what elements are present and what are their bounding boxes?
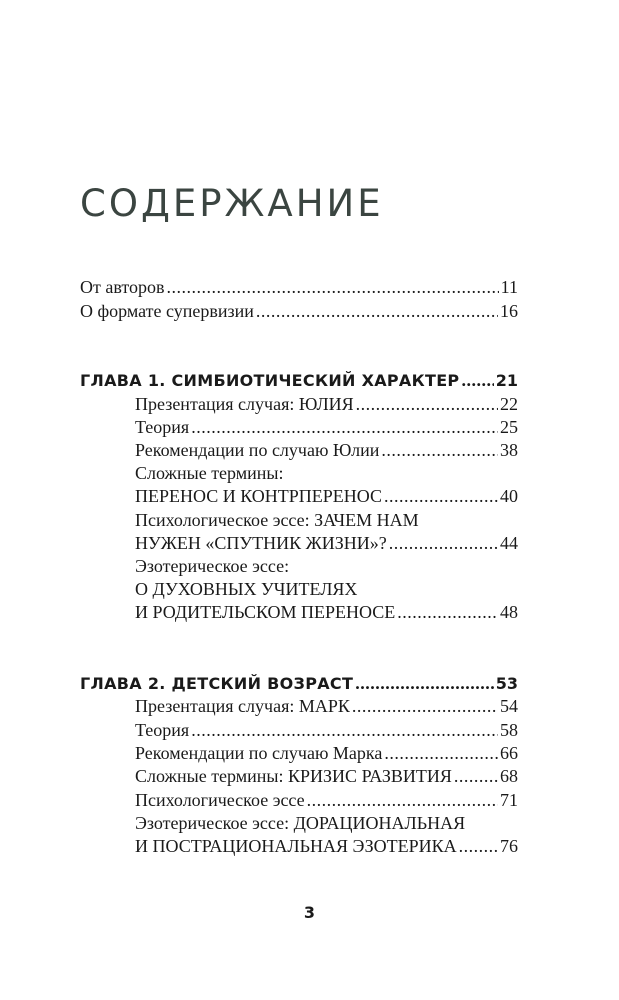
toc-entry-transference[interactable] xyxy=(135,484,518,508)
toc-leader-dots xyxy=(191,415,498,439)
toc-leader-dots xyxy=(397,600,498,624)
toc-entry-from-authors[interactable] xyxy=(80,275,518,299)
toc-entry-label: О формате супервизии xyxy=(80,301,254,321)
toc-page-number: 71 xyxy=(500,790,518,810)
toc-entry-label: Рекомендации по случаю Марка xyxy=(135,743,383,763)
toc-entry-theory-1[interactable] xyxy=(135,415,518,439)
toc-page-number: 54 xyxy=(500,696,518,716)
toc-entry-label-line: Эзотерическое эссе: ДОРАЦИОНАЛЬНАЯ xyxy=(135,813,466,833)
toc-page-number: 44 xyxy=(500,533,518,553)
toc-page-number: 76 xyxy=(500,836,518,856)
toc-page-number: 21 xyxy=(495,371,518,390)
toc-entry-label: Теория xyxy=(135,417,190,437)
toc-entry-label: И ПОСТРАЦИОНАЛЬНАЯ ЭЗОТЕРИКА xyxy=(135,836,457,856)
toc-entry-label: НУЖЕН «СПУТНИК ЖИЗНИ»? xyxy=(135,533,387,553)
toc-entry-label-line: Психологическое эссе: ЗАЧЕМ НАМ xyxy=(135,510,419,530)
toc-entry-recommendations-mark[interactable] xyxy=(135,741,518,765)
toc-page-number: 68 xyxy=(500,766,518,786)
toc-entry-case-yulia[interactable] xyxy=(135,392,518,416)
toc-entry-label: Теория xyxy=(135,720,190,740)
toc-entry-label: Психологическое эссе xyxy=(135,790,305,810)
toc-leader-dots xyxy=(381,438,498,462)
toc-entry-label: Сложные термины: КРИЗИС РАЗВИТИЯ xyxy=(135,766,452,786)
toc-chapter-1[interactable] xyxy=(80,368,518,393)
toc-leader-dots xyxy=(355,671,494,695)
toc-entry-supervision-format[interactable] xyxy=(80,299,518,323)
toc-entry-parental-transference[interactable] xyxy=(135,600,518,624)
toc-leader-dots xyxy=(307,788,498,812)
toc-leader-dots xyxy=(352,694,498,718)
page-number: 3 xyxy=(303,903,316,922)
toc-entry-label-line: О ДУХОВНЫХ УЧИТЕЛЯХ xyxy=(135,579,358,599)
page-title: СОДЕРЖАНИЕ xyxy=(80,182,384,225)
toc-entry-label-line: Сложные термины: xyxy=(135,463,284,483)
toc-leader-dots xyxy=(389,531,498,555)
toc-leader-dots xyxy=(191,718,498,742)
toc-entry-life-partner[interactable] xyxy=(135,531,518,555)
chapter-heading: ГЛАВА 1. СИМБИОТИЧЕСКИЙ ХАРАКТЕР xyxy=(80,371,460,390)
toc-leader-dots xyxy=(356,392,498,416)
toc-entry-label: От авторов xyxy=(80,277,165,297)
toc-entry-postrational-esoterics[interactable] xyxy=(135,834,518,858)
toc-page-number: 40 xyxy=(500,486,518,506)
toc-entry-label-line: Эзотерическое эссе: xyxy=(135,556,290,576)
toc-entry-case-mark[interactable] xyxy=(135,694,518,718)
toc-entry-psychological-essay[interactable] xyxy=(135,788,518,812)
toc-leader-dots xyxy=(459,834,498,858)
toc-page-number: 53 xyxy=(495,674,518,693)
toc-entry-label: И РОДИТЕЛЬСКОМ ПЕРЕНОСЕ xyxy=(135,602,396,622)
toc-leader-dots xyxy=(256,299,498,323)
toc-entry-recommendations-yulia[interactable] xyxy=(135,438,518,462)
toc-entry-label: Презентация случая: ЮЛИЯ xyxy=(135,394,354,414)
toc-entry-development-crisis[interactable] xyxy=(135,764,518,788)
toc-entry-theory-2[interactable] xyxy=(135,718,518,742)
toc-page-number: 66 xyxy=(500,743,518,763)
toc-page-number: 48 xyxy=(500,602,518,622)
toc-page-number: 11 xyxy=(500,277,518,297)
toc-page-number: 22 xyxy=(500,394,518,414)
toc-entry-label: Рекомендации по случаю Юлии xyxy=(135,440,380,460)
toc-page-number: 58 xyxy=(500,720,518,740)
toc-page-number: 38 xyxy=(500,440,518,460)
toc-entry-label: Презентация случая: МАРК xyxy=(135,696,350,716)
toc-leader-dots xyxy=(384,741,498,765)
toc-leader-dots xyxy=(454,764,498,788)
toc-page-number: 25 xyxy=(500,417,518,437)
toc-entry-label: ПЕРЕНОС И КОНТРПЕРЕНОС xyxy=(135,486,383,506)
chapter-heading: ГЛАВА 2. ДЕТСКИЙ ВОЗРАСТ xyxy=(80,674,354,693)
toc-chapter-2[interactable] xyxy=(80,671,518,696)
toc-leader-dots xyxy=(461,368,493,392)
toc-leader-dots xyxy=(384,484,498,508)
toc-leader-dots xyxy=(167,275,499,299)
toc-page-number: 16 xyxy=(500,301,518,321)
